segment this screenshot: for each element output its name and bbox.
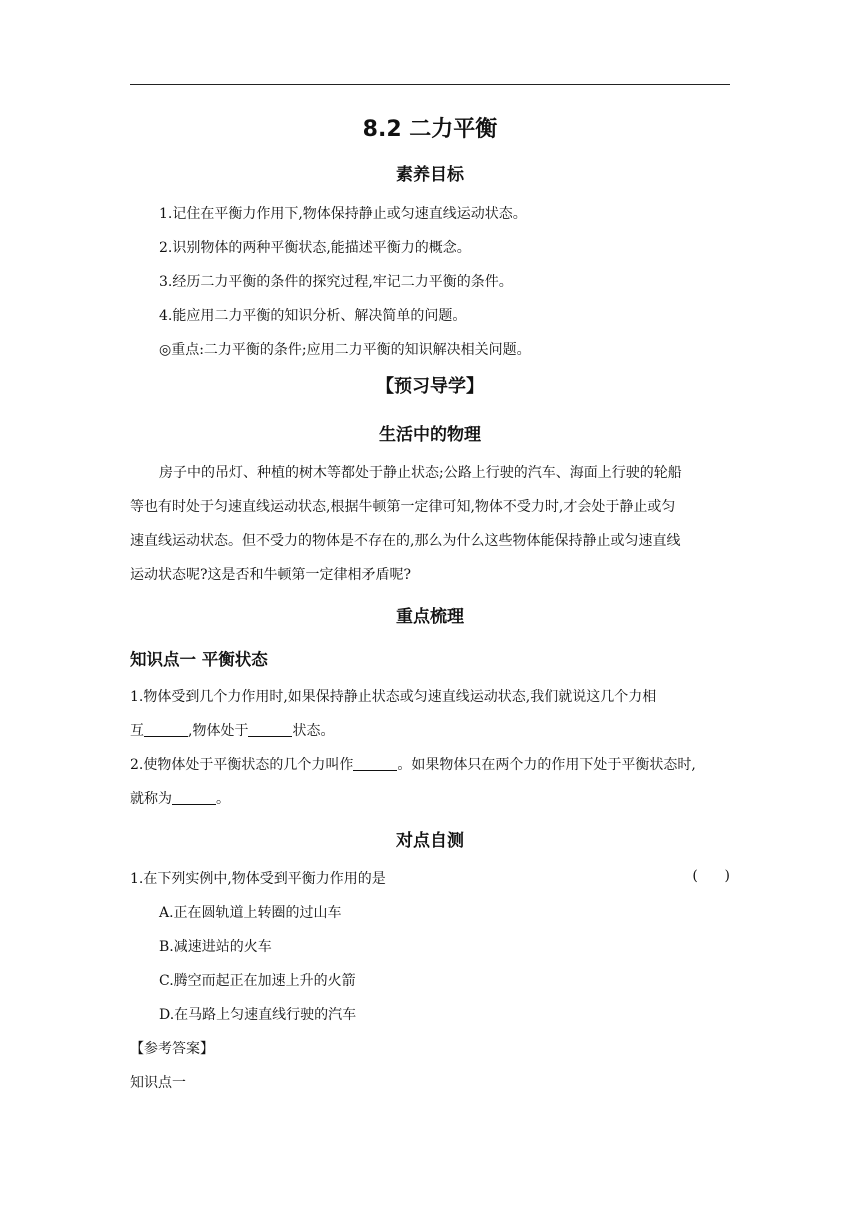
goals-heading: 素养目标 (396, 165, 464, 185)
review-line-fill (130, 788, 230, 808)
review-line-fill (130, 720, 334, 740)
answer-kp: 知识点一 (130, 1075, 186, 1091)
fill-blank[interactable] (353, 756, 397, 771)
life-heading: 生活中的物理 (379, 425, 481, 445)
text-fragment: 状态。 (292, 723, 335, 739)
text-fragment: ,物体处于 (188, 723, 249, 739)
goal-item: 4.能应用二力平衡的知识分析、解决简单的问题。 (159, 308, 467, 324)
question-text: 1.在下列实例中,物体受到平衡力作用的是 (130, 871, 386, 887)
answer-heading: 【参考答案】 (130, 1041, 214, 1057)
preview-heading: 【预习导学】 (376, 376, 484, 397)
option-b[interactable]: B.减速进站的火车 (159, 939, 272, 955)
fill-blank[interactable] (172, 790, 216, 805)
goal-item: 1.记住在平衡力作用下,物体保持静止或匀速直线运动状态。 (159, 206, 527, 222)
option-a[interactable]: A.正在圆轨道上转圈的过山车 (159, 905, 342, 921)
life-paragraph-line: 运动状态呢?这是否和牛顿第一定律相矛盾呢? (130, 567, 412, 583)
text-fragment: 互 (130, 723, 144, 739)
life-paragraph-line: 速直线运动状态。但不受力的物体是不存在的,那么为什么这些物体能保持静止或匀速直线 (130, 533, 681, 549)
option-d[interactable]: D.在马路上匀速直线行驶的汽车 (159, 1007, 357, 1023)
life-paragraph-line: 房子中的吊灯、种植的树木等都处于静止状态;公路上行驶的汽车、海面上行驶的轮船 (159, 465, 682, 481)
page-title: 8.2 二力平衡 (362, 117, 498, 142)
fill-blank[interactable] (248, 722, 292, 737)
key-point-note: ◎重点:二力平衡的条件;应用二力平衡的知识解决相关问题。 (159, 342, 531, 358)
option-c[interactable]: C.腾空而起正在加速上升的火箭 (159, 973, 356, 989)
knowledge-point-title: 知识点一 平衡状态 (130, 650, 268, 669)
goal-item: 3.经历二力平衡的条件的探究过程,牢记二力平衡的条件。 (159, 274, 513, 290)
text-fragment: 2.使物体处于平衡状态的几个力叫作 (130, 757, 354, 773)
text-fragment: 就称为 (130, 791, 172, 807)
question-row (130, 868, 730, 888)
review-heading: 重点梳理 (396, 607, 464, 627)
answer-bracket[interactable]: ( ) (692, 868, 730, 884)
review-line-fill (130, 754, 696, 774)
header-rule (130, 84, 730, 85)
selftest-heading: 对点自测 (396, 831, 464, 851)
review-line: 1.物体受到几个力作用时,如果保持静止状态或匀速直线运动状态,我们就说这几个力相 (130, 689, 657, 705)
text-fragment: 。 (216, 791, 230, 807)
goal-item: 2.识别物体的两种平衡状态,能描述平衡力的概念。 (159, 240, 471, 256)
text-fragment: 。如果物体只在两个力的作用下处于平衡状态时, (397, 757, 696, 773)
life-paragraph-line: 等也有时处于匀速直线运动状态,根据牛顿第一定律可知,物体不受力时,才会处于静止或匀 (130, 499, 676, 515)
fill-blank[interactable] (144, 722, 188, 737)
